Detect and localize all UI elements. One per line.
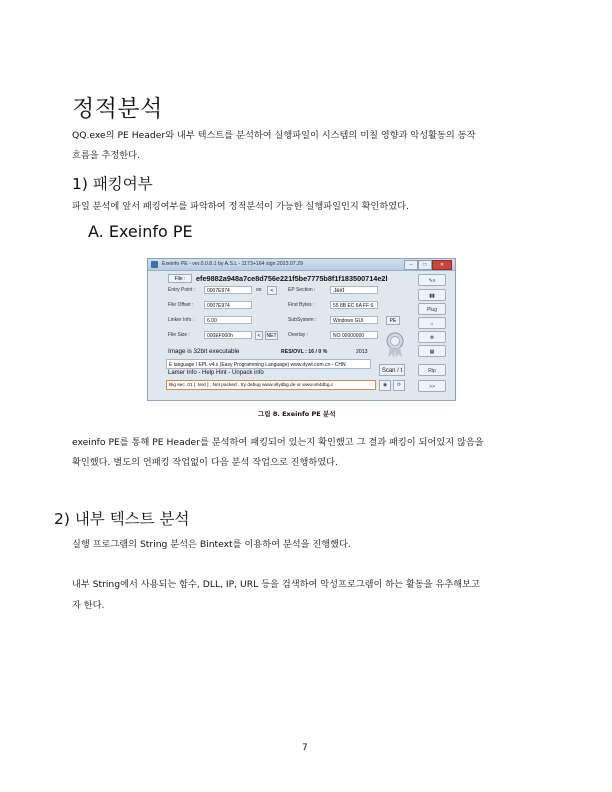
section-2-text-2-line-2: 자 한다. xyxy=(72,600,105,611)
home-icon[interactable]: ⌂ xyxy=(418,317,446,329)
medal-icon xyxy=(384,331,406,359)
linker-info-field[interactable]: 6.00 xyxy=(204,316,252,324)
maximize-icon[interactable]: □ xyxy=(418,260,432,270)
app-icon xyxy=(151,261,158,268)
section-1-text: 파일 분석에 앞서 패킹여부를 파악하여 정적분석이 가능한 실행파일인지 확인하였다. xyxy=(72,201,409,212)
overlay-field[interactable]: NO 00000000 xyxy=(330,331,378,339)
grid-icon[interactable]: ▦ xyxy=(418,345,446,357)
sync-icon[interactable]: ⟳ xyxy=(393,380,405,391)
minimize-icon[interactable]: – xyxy=(404,260,418,270)
section-2-title: 2) 내부 텍스트 분석 xyxy=(54,510,190,528)
exeinfo-screenshot xyxy=(147,258,456,401)
section-2-text-2-line-1: 내부 String에서 사용되는 함수, DLL, IP, URL 등을 검색하여 악성프로그램이 하는 활동을 유추해보고 xyxy=(72,579,480,590)
figure-caption: 그림 8. Exeinfo PE 분석 xyxy=(258,410,336,418)
language-field[interactable]: E language / EPL v4.x (Easy Programming Language) www.dywt.com.cn - CHN xyxy=(166,359,371,369)
file-hash: efe9882a948a7ce8d756e221f5be7775b8f1f183500714e2l xyxy=(196,274,388,283)
intro-paragraph-line-2: 흐름을 추정한다. xyxy=(72,150,140,161)
subsection-a-title: A. Exeinfo PE xyxy=(88,222,193,241)
entry-point-lt-button[interactable]: < xyxy=(267,286,277,295)
after-figure-line-1: exeinfo PE를 통해 PE Header를 분석하여 패킹되어 있는지 확인했고 그 결과 패킹이 되어있지 않음을 xyxy=(72,437,484,448)
subsystem-label: SubSystem : xyxy=(288,317,317,323)
settings-icon[interactable]: ✻ xyxy=(418,331,446,343)
plug-button[interactable]: Plug xyxy=(418,303,446,315)
res-ovl-text: RES/OVL : 16 / 0 % xyxy=(281,349,328,355)
ep-section-label: EP Section : xyxy=(288,287,316,293)
page-heading: 정적분석 xyxy=(72,96,163,122)
page-number: 7 xyxy=(302,743,308,753)
close-icon[interactable]: ✕ xyxy=(432,260,452,270)
section-2-text-1: 실행 프로그램의 String 분석은 Bintext를 이용하여 분석을 진행했다. xyxy=(72,539,351,550)
after-figure-line-2: 확인했다. 별도의 언패킹 작업없이 다음 분석 작업으로 진행하였다. xyxy=(72,457,338,468)
scan-button[interactable]: Scan / t xyxy=(379,364,405,376)
file-size-lt-button[interactable]: < xyxy=(255,331,263,340)
file-size-label: File Size : xyxy=(168,332,190,338)
year-text: 2013 xyxy=(356,349,368,355)
overlay-label: Overlay : xyxy=(288,332,309,338)
ep-section-field[interactable]: .text xyxy=(330,286,378,294)
options-icon[interactable]: ✎≡ xyxy=(418,274,446,286)
entry-point-label: Entry Point : xyxy=(168,287,196,293)
section-1-title: 1) 패킹여부 xyxy=(72,175,153,193)
first-bytes-field[interactable]: 55 8B EC 6A FF 6 xyxy=(330,301,378,309)
file-offset-label: File Offset : xyxy=(168,302,194,308)
file-offset-field[interactable]: 0007E974 xyxy=(204,301,252,309)
chart-icon[interactable]: ▮▮ xyxy=(418,289,446,301)
rip-button[interactable]: Rip xyxy=(418,364,446,376)
subsystem-field[interactable]: Windows GUI xyxy=(330,316,378,324)
exeinfo-window-title: Exeinfo PE - ver.0.0.8.1 by A.S.L - 1173+164 sign 2023.07.29 xyxy=(162,260,303,267)
file-button[interactable]: File : xyxy=(168,274,192,283)
first-bytes-label: First Bytes : xyxy=(288,302,315,308)
linker-info-label: Linker Info : xyxy=(168,317,195,323)
lamer-info-text: Lamer Info - Help Hint - Unpack info xyxy=(168,370,264,376)
status-text: Image is 32bit executable xyxy=(168,348,240,355)
entry-point-field[interactable]: 0007E974 xyxy=(204,286,252,294)
oo-label: oo xyxy=(256,287,262,293)
exeinfo-titlebar xyxy=(148,259,455,271)
refresh-icon[interactable]: ◉ xyxy=(379,380,391,391)
pe-button[interactable]: PE xyxy=(386,316,400,325)
file-size-field[interactable]: 000EF000h xyxy=(204,331,252,339)
bottom-info-field[interactable]: Big sec. 01 [ .text ] , Not packed , try debug www.ollydbg.de or www.x64dbg.c xyxy=(166,380,376,390)
net-button[interactable]: NET xyxy=(266,333,277,339)
next-button[interactable]: >> xyxy=(418,380,446,392)
intro-paragraph-line-1: QQ.exe의 PE Header와 내부 텍스트를 분석하여 실행파일이 시스템의 미칠 영향과 악성활동의 동작 xyxy=(72,130,476,141)
